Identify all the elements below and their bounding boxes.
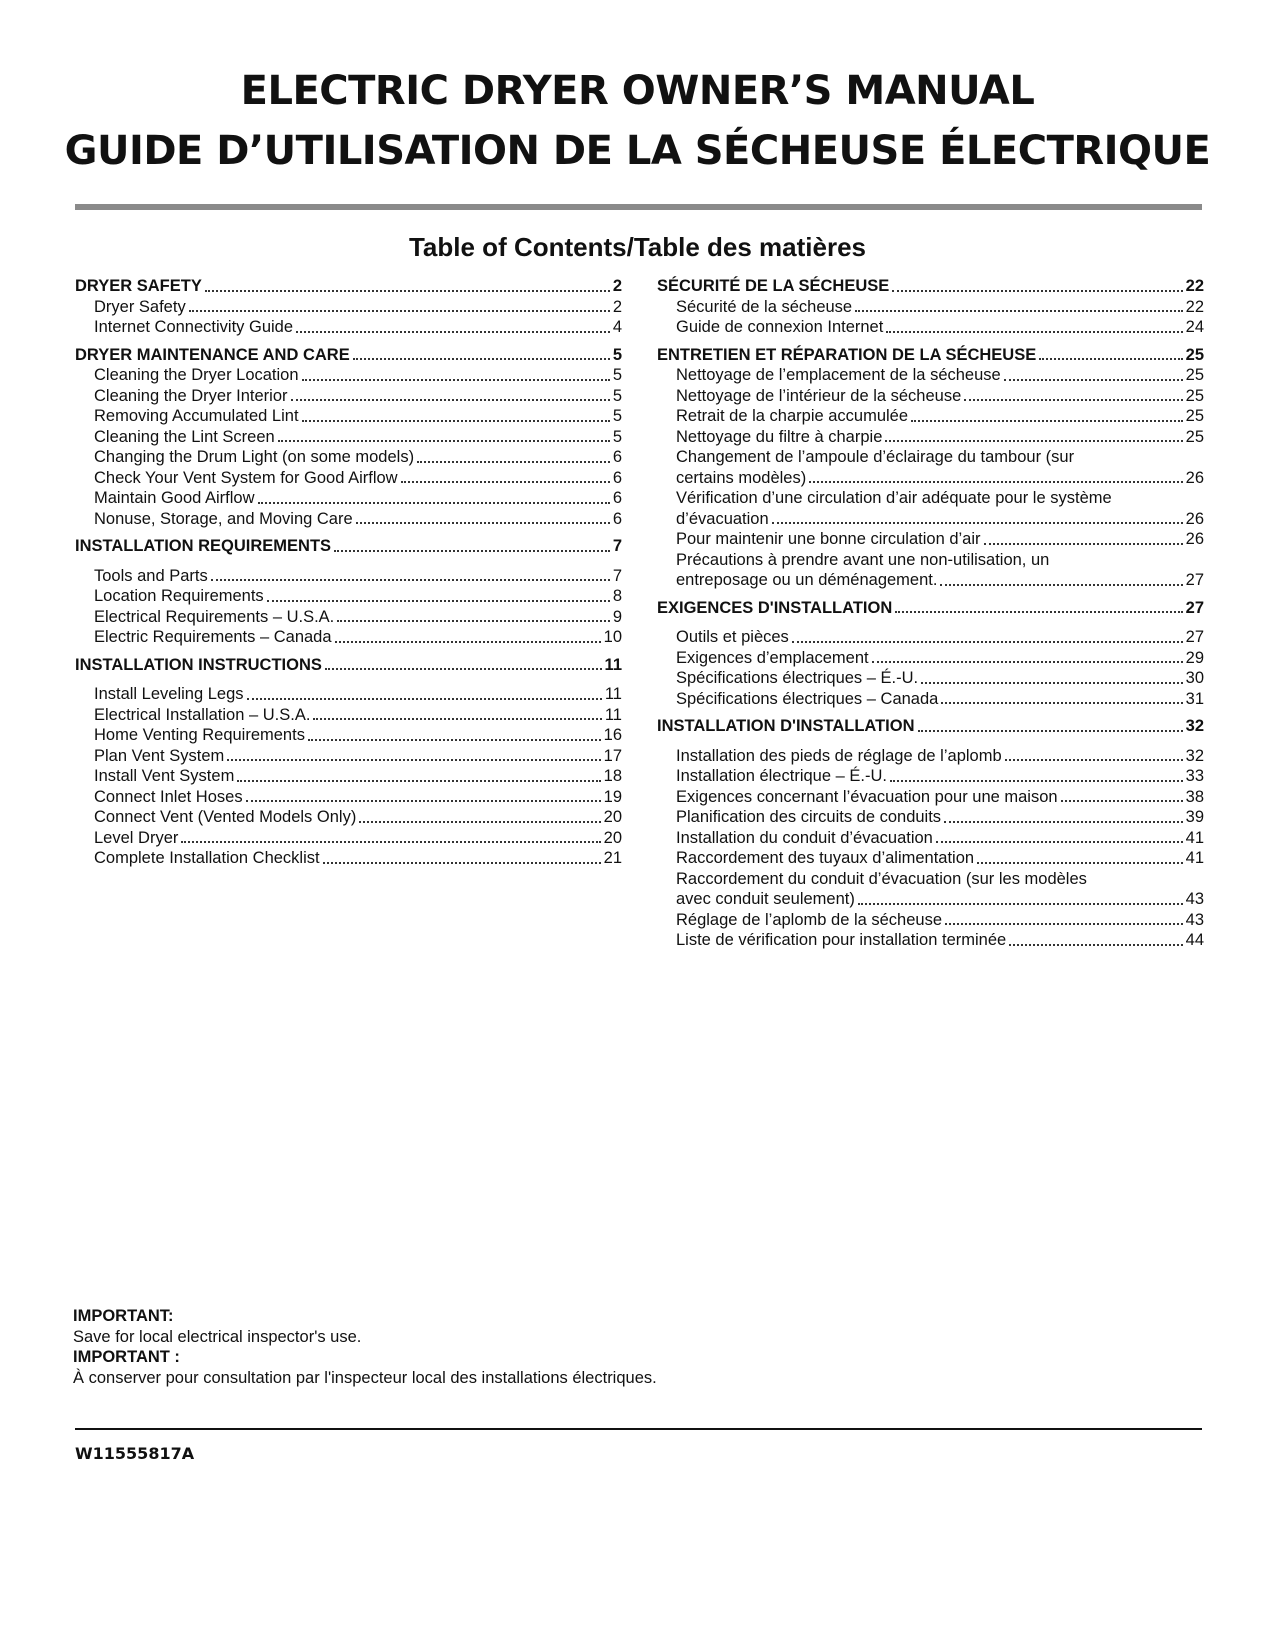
toc-entry[interactable]: Sécurité de la sécheuse 22	[676, 297, 1204, 316]
footer-divider	[75, 1428, 1202, 1430]
toc-entry[interactable]: Exigences concernant l’évacuation pour une maison 38	[676, 787, 1204, 806]
toc-entry[interactable]: Changing the Drum Light (on some models) 6	[94, 448, 622, 466]
toc-entry[interactable]: Maintain Good Airflow 6	[94, 489, 622, 507]
toc-entry[interactable]: Planification des circuits de conduits 39	[676, 808, 1204, 826]
toc-section-installation-instructions[interactable]: INSTALLATION INSTRUCTIONS 11	[75, 655, 622, 674]
toc-entry[interactable]: Raccordement des tuyaux d’alimentation 41	[676, 849, 1204, 867]
header-divider	[75, 204, 1202, 210]
toc-section-maintenance[interactable]: DRYER MAINTENANCE AND CARE 5	[75, 345, 622, 364]
toc-entry[interactable]: Installation électrique – É.-U. 33	[676, 767, 1204, 785]
title-english: ELECTRIC DRYER OWNER’S MANUAL	[240, 68, 1035, 114]
title-french: GUIDE D’UTILISATION DE LA SÉCHEUSE ÉLECTRIQUE	[64, 128, 1211, 174]
toc-entry[interactable]: certains modèles) 26	[676, 468, 1204, 487]
toc-entry[interactable]: Location Requirements 8	[94, 587, 622, 605]
toc-entry[interactable]: Install Vent System 18	[94, 767, 622, 785]
toc-entry[interactable]: Removing Accumulated Lint 5	[94, 407, 622, 425]
toc-entry[interactable]: entreposage ou un déménagement. 27	[676, 571, 1204, 589]
toc-entry[interactable]: Connect Vent (Vented Models Only) 20	[94, 808, 622, 826]
toc-entry[interactable]: Nettoyage de l’emplacement de la sécheuse 25	[676, 366, 1204, 384]
toc-entry[interactable]: Tools and Parts 7	[94, 566, 622, 585]
toc-entry[interactable]: Nettoyage du filtre à charpie 25	[676, 427, 1204, 446]
toc-section-installation[interactable]: INSTALLATION D'INSTALLATION 32	[657, 717, 1204, 735]
toc-entry[interactable]: Nonuse, Storage, and Moving Care 6	[94, 509, 622, 528]
toc-entry[interactable]: Install Leveling Legs 11	[94, 685, 622, 703]
toc-entry[interactable]: Spécifications électriques – Canada 31	[676, 689, 1204, 708]
toc-entry[interactable]: avec conduit seulement) 43	[676, 890, 1204, 908]
toc-section-entretien[interactable]: ENTRETIEN ET RÉPARATION DE LA SÉCHEUSE 25	[657, 345, 1204, 364]
toc-entry-line1[interactable]: Précautions à prendre avant une non-utilisation, un	[676, 550, 1050, 569]
important-heading-fr: IMPORTANT :	[73, 1348, 180, 1366]
important-notice	[73, 1306, 657, 1388]
toc-entry-line1[interactable]: Changement de l’ampoule d’éclairage du tambour (sur	[676, 448, 1075, 466]
toc-entry[interactable]: Dryer Safety 2	[94, 297, 622, 316]
toc-entry[interactable]: Electrical Requirements – U.S.A. 9	[94, 607, 622, 626]
toc-section-securite[interactable]: SÉCURITÉ DE LA SÉCHEUSE 22	[657, 277, 1204, 295]
toc-section-installation-requirements[interactable]: INSTALLATION REQUIREMENTS 7	[75, 537, 622, 555]
toc-section-exigences[interactable]: EXIGENCES D'INSTALLATION 27	[657, 598, 1204, 617]
toc-entry[interactable]: Cleaning the Dryer Interior 5	[94, 386, 622, 405]
toc-entry[interactable]: Guide de connexion Internet 24	[676, 318, 1204, 336]
toc-entry[interactable]: d’évacuation 26	[676, 509, 1204, 528]
toc-entry[interactable]: Connect Inlet Hoses 19	[94, 787, 622, 806]
toc-section-dryer-safety[interactable]: DRYER SAFETY 2	[75, 277, 622, 295]
toc-entry[interactable]: Electrical Installation – U.S.A. 11	[94, 705, 622, 724]
toc-entry[interactable]: Home Venting Requirements 16	[94, 726, 622, 744]
toc-title: Table of Contents/Table des matières	[408, 232, 867, 262]
toc-entry[interactable]: Cleaning the Lint Screen 5	[94, 427, 622, 446]
toc-entry[interactable]: Réglage de l’aplomb de la sécheuse 43	[676, 910, 1204, 929]
toc-entry[interactable]: Exigences d’emplacement 29	[676, 648, 1204, 667]
toc-entry[interactable]: Spécifications électriques – É.-U. 30	[676, 669, 1204, 687]
toc-entry-line1[interactable]: Vérification d’une circulation d’air adéquate pour le système	[676, 489, 1112, 507]
toc-entry[interactable]: Outils et pièces 27	[676, 628, 1204, 646]
toc-french-column	[657, 276, 1204, 951]
toc-entry[interactable]: Nettoyage de l’intérieur de la sécheuse 25	[676, 386, 1204, 405]
toc-english-column	[75, 276, 622, 869]
important-text-en: Save for local electrical inspector's use.	[73, 1327, 362, 1346]
document-number: W11555817A	[75, 1444, 195, 1463]
toc-entry[interactable]: Liste de vérification pour installation terminée 44	[676, 931, 1204, 949]
toc-entry[interactable]: Pour maintenir une bonne circulation d’air 26	[676, 530, 1204, 548]
toc-entry-line1[interactable]: Raccordement du conduit d’évacuation (sur les modèles	[676, 869, 1087, 888]
toc-entry[interactable]: Check Your Vent System for Good Airflow 6	[94, 468, 622, 487]
toc-entry[interactable]: Level Dryer 20	[94, 828, 622, 847]
toc-entry[interactable]: Installation des pieds de réglage de l’aplomb 32	[676, 746, 1204, 765]
toc-entry[interactable]: Electric Requirements – Canada 10	[94, 628, 622, 646]
toc-entry[interactable]: Internet Connectivity Guide 4	[94, 318, 622, 336]
toc-entry[interactable]: Cleaning the Dryer Location 5	[94, 366, 622, 384]
important-heading-en: IMPORTANT:	[73, 1307, 174, 1325]
toc-entry[interactable]: Installation du conduit d’évacuation 41	[676, 828, 1204, 847]
important-text-fr: À conserver pour consultation par l'inspecteur local des installations électriques.	[73, 1368, 657, 1387]
toc-entry[interactable]: Plan Vent System 17	[94, 746, 622, 765]
toc-entry[interactable]: Complete Installation Checklist 21	[94, 849, 622, 867]
toc-entry[interactable]: Retrait de la charpie accumulée 25	[676, 407, 1204, 425]
